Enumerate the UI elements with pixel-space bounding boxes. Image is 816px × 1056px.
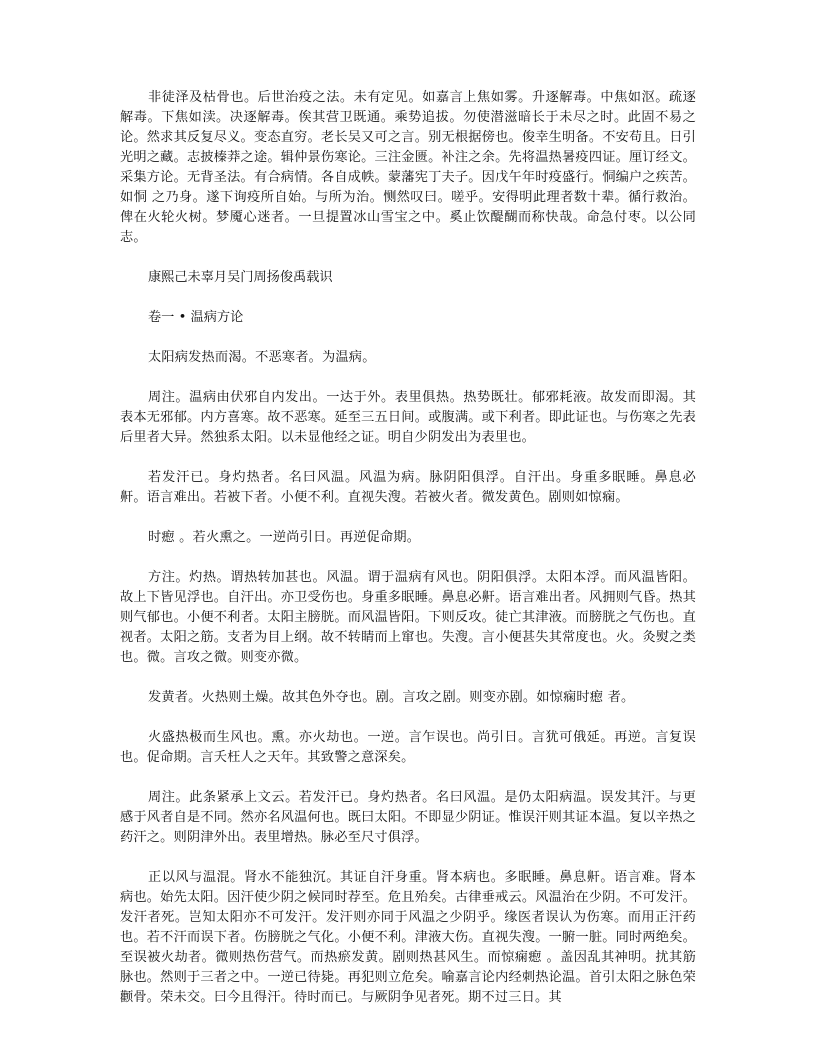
commentary-paragraph: 周注。此条紧承上文云。若发汗已。身灼热者。名曰风温。是仍太阳病温。误发其汗。与更感于风者自是不同。然亦名风温何也。既曰太阳。不即显少阴证。惟误汗则其证本温。复以辛热之药汗之。则阴津外出。表里增热。脉必至尺寸俱浮。 xyxy=(120,790,696,845)
commentary-paragraph: 周注。温病由伏邪自内发出。一达于外。表里俱热。热势既壮。郁邪耗液。故发而即渴。其表本无邪郁。内方喜寒。故不恶寒。延至三五日间。或腹满。或下利者。即此证也。与伤寒之先表后里者大异。然独系太阳。以未显他经之证。明自少阴发出为表里也。 xyxy=(120,390,696,445)
preface-signature: 康熙己未辜月吴门周扬俊禹载识 xyxy=(148,270,333,285)
commentary-paragraph: 正以风与温混。肾水不能独沉。其证自汗身重。肾本病也。多眠睡。鼻息鼾。语言难。肾本病也。始先太阳。因汗使少阴之候同时荐至。危且殆矣。古律垂戒云。风温治在少阴。不可发汗。发汗者死。岂知太阳亦不可发汗。发汗则亦同于风温之少阴乎。缘医者误认为伤寒。而用正汗药也。若不汗而误下者。伤膀胱之气化。小便不利。津液大伤。直视失溲。一腑一脏。同时两绝矣。至误被火劫者。微则热伤营气。而热瘀发黄。剧则热甚风生。而惊痫瘛 。盖因乱其神明。扰其筋脉也。然则于三者之中。一逆已待毙。再犯则立危矣。喻嘉言论内经刺热论温。首引太阳之脉色荣颧骨。荣未交。曰今且得汗。待时而已。与厥阴争见者死。期不过三日。其 xyxy=(120,870,696,1005)
classic-text-paragraph: 若发汗已。身灼热者。名曰风温。风温为病。脉阴阳俱浮。自汗出。身重多眠睡。鼻息必鼾。语言难出。若被下者。小便不利。直视失溲。若被火者。微发黄色。剧则如惊痫。 xyxy=(120,470,696,505)
commentary-paragraph: 发黄者。火热则土燥。故其色外夺也。剧。言攻之剧。则变亦剧。如惊痫时瘛 者。 xyxy=(148,690,635,705)
commentary-paragraph: 方注。灼热。谓热转加甚也。风温。谓于温病有风也。阴阳俱浮。太阳本浮。而风温皆阳。故上下皆见浮也。自汗出。亦卫受伤也。身重多眠睡。鼻息必鼾。语言难出者。风拥则气昏。热其则气郁也。小便不利者。太阳主膀胱。而风温皆阳。下则反攻。徒亡其津液。而膀胱之气伤也。直视者。太阳之筋。支者为目上纲。故不转睛而上窜也。失溲。言小便甚失其常度也。火。灸熨之类也。微。言攻之微。则变亦微。 xyxy=(120,570,696,665)
preface-paragraph: 非徒泽及枯骨也。后世治疫之法。未有定见。如嘉言上焦如雾。升逐解毒。中焦如沤。疏逐解毒。下焦如渎。决逐解毒。俟其营卫既通。乘势追拔。勿使潜滋暗长于未尽之时。此固不易之论。然求其反复尽义。变态直穷。老长吴又可之言。别无根据傍也。俊幸生明备。不安苟且。日引光明之藏。志披榛莽之途。辑仲景伤寒论。三注金匮。补注之余。先将温热暑疫四证。厘订经文。采集方论。无背圣法。有合病情。各自成帙。蒙藩宪丁夫子。因戊午年时疫盛行。恫编户之疾苦。如恫 之乃身。遂下询疫所自始。与所为治。恻然叹曰。嗟乎。安得明此理者数十辈。循行救治。俾在火轮火树。梦魇心迷者。一旦提置冰山雪宝之中。奚止饮醍醐而称快哉。命急付枣。以公同志。 xyxy=(120,90,696,245)
document-page xyxy=(120,88,696,1028)
chapter-heading: 卷一 • 温病方论 xyxy=(148,310,244,325)
classic-text-paragraph: 太阳病发热而渴。不恶寒者。为温病。 xyxy=(148,350,376,365)
classic-text-paragraph: 时瘛 。若火熏之。一逆尚引日。再逆促命期。 xyxy=(148,530,421,545)
commentary-paragraph: 火盛热极而生风也。熏。亦火劫也。一逆。言乍误也。尚引日。言犹可俄延。再逆。言复误也。促命期。言夭枉人之天年。其致警之意深矣。 xyxy=(120,730,696,765)
